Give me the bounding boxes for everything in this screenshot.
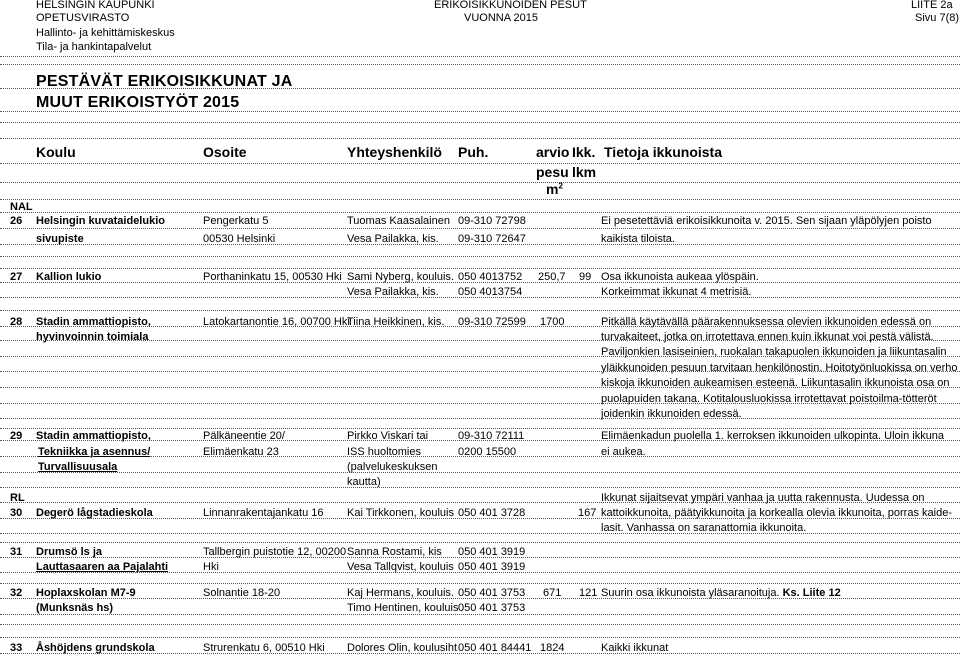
row-32-liite-ref: Ks. Liite 12 xyxy=(782,587,841,599)
rule xyxy=(0,64,960,65)
row-31-koulu2: Lauttasaaren aa Pajalahti xyxy=(36,561,169,573)
row-28-tiedot7: joidenkin ikkunoiden edessä. xyxy=(601,408,742,420)
row-28-puh: 09-310 72599 xyxy=(458,316,526,328)
row-28-koulu: Stadin ammattiopisto, xyxy=(36,316,151,328)
rule xyxy=(0,138,960,139)
row-26-yhteys: Tuomas Kaasalainen xyxy=(347,215,450,227)
row-29-koulu2: Tekniikka ja asennus/ xyxy=(38,446,151,458)
row-26-osoite: Pengerkatu 5 xyxy=(203,215,269,227)
row-30-tiedot3: lasit. Vanhassa on saranattomia ikkunoita. xyxy=(601,522,807,534)
row-32-osoite: Solnantie 18-20 xyxy=(203,587,281,599)
row-33-puh: 050 401 84441 xyxy=(458,642,532,654)
row-30-yhteys: Kai Tirkkonen, kouluis xyxy=(347,507,454,519)
row-28-no: 28 xyxy=(10,316,23,328)
row-30-tiedot1: Ikkunat sijaitsevat ympäri vanhaa ja uutta rakennusta. Uudessa on xyxy=(601,492,925,504)
header-dept: OPETUSVIRASTO xyxy=(36,12,130,24)
section-rl: RL xyxy=(10,492,25,504)
row-28-arvio: 1700 xyxy=(540,316,565,328)
row-26-osoite2: 00530 Helsinki xyxy=(203,233,276,245)
col-lkm: lkm xyxy=(572,164,597,180)
row-29-yhteys: Pirkko Viskari tai xyxy=(347,430,429,442)
row-28-tiedot1: Pitkällä käytävällä päärakennuksessa olevien ikkunoiden edessä on xyxy=(601,316,932,328)
section-nal: NAL xyxy=(10,201,33,213)
row-33-osoite: Strurenkatu 6, 00510 Hki xyxy=(203,642,325,654)
row-28-tiedot5: kiskoja ikkunoiden aukeamisen esteenä. Liikuntasalin ikkunoista osa on xyxy=(601,377,950,389)
row-29-koulu: Stadin ammattiopisto, xyxy=(36,430,151,442)
col-arvio: arvio xyxy=(536,144,570,160)
row-28-tiedot4: yläikkunoiden pesuun tarvitaan henkilönostin. Hoitotyönluokissa on verho xyxy=(601,362,958,374)
row-30-koulu: Degerö lågstadieskola xyxy=(36,507,153,519)
row-31-puh: 050 401 3919 xyxy=(458,546,526,558)
row-27-tiedot: Osa ikkunoista aukeaa ylöspäin. xyxy=(601,271,759,283)
rule xyxy=(0,256,960,257)
row-32-yhteys2: Timo Hentinen, kouluis xyxy=(347,602,459,614)
row-30-no: 30 xyxy=(10,507,23,519)
row-29-osoite: Pälkäneentie 20/ xyxy=(203,430,285,442)
row-26-tiedot: Ei pesetettäviä erikoisikkunoita v. 2015. Sen sijaan yläpölyjen poisto xyxy=(601,215,932,227)
rule xyxy=(0,163,960,164)
rule xyxy=(0,428,960,429)
row-29-puh: 09-310 72111 xyxy=(458,430,525,442)
header-attachment: LIITE 2a xyxy=(911,0,953,11)
row-33-no: 33 xyxy=(10,642,23,654)
row-29-no: 29 xyxy=(10,430,23,442)
rule xyxy=(0,56,960,57)
header-org: HELSINGIN KAUPUNKI xyxy=(36,0,155,11)
row-29-yhteys2: ISS huoltomies xyxy=(347,446,421,458)
col-koulu: Koulu xyxy=(36,144,76,160)
col-yhteys: Yhteyshenkilö xyxy=(347,144,442,160)
col-ikk: Ikk. xyxy=(572,144,596,160)
row-30-lkm: 167 xyxy=(578,507,597,519)
row-29-tiedot2: ei aukea. xyxy=(601,446,646,458)
row-27-tiedot2: Korkeimmat ikkunat 4 metrisiä. xyxy=(601,286,752,298)
row-32-arvio: 671 xyxy=(543,587,562,599)
rule xyxy=(0,583,960,584)
rule xyxy=(0,228,960,229)
row-29-puh2: 0200 15500 xyxy=(458,446,517,458)
row-27-lkm: 99 xyxy=(579,271,592,283)
row-32-puh2: 050 401 3753 xyxy=(458,602,526,614)
row-33-yhteys: Dolores Olin, koulusiht xyxy=(347,642,458,654)
row-26-yhteys2: Vesa Pailakka, kis. xyxy=(347,233,439,245)
row-28-tiedot6: puolapuiden takana. Kotitalousluokissa irrotettavat poistoilma-tötteröt xyxy=(601,393,937,405)
rule xyxy=(0,418,960,419)
row-26-no: 26 xyxy=(10,215,23,227)
header-page: Sivu 7(8) xyxy=(915,12,960,24)
rule xyxy=(0,212,960,213)
page-title-line2: MUUT ERIKOISTYÖT 2015 xyxy=(36,94,240,111)
row-29-yhteys4: kautta) xyxy=(347,476,381,488)
row-31-no: 31 xyxy=(10,546,23,558)
row-32-no: 32 xyxy=(10,587,23,599)
col-tiedot: Tietoja ikkunoista xyxy=(604,144,722,160)
row-26-koulu2: sivupiste xyxy=(36,233,84,245)
rule xyxy=(0,122,960,123)
rule xyxy=(0,533,960,534)
row-27-no: 27 xyxy=(10,271,23,283)
row-33-koulu: Åshöjdens grundskola xyxy=(36,642,155,654)
header-year: VUONNA 2015 xyxy=(464,12,538,24)
rule xyxy=(0,310,960,311)
row-29-yhteys3: (palvelukeskuksen xyxy=(347,461,438,473)
row-27-puh: 050 4013752 xyxy=(458,271,523,283)
row-26-koulu: Helsingin kuvataidelukio xyxy=(36,215,165,227)
col-puh: Puh. xyxy=(458,144,489,160)
row-29-osoite2: Elimäenkatu 23 xyxy=(203,446,279,458)
row-30-puh: 050 401 3728 xyxy=(458,507,526,519)
row-27-yhteys2: Vesa Pailakka, kis. xyxy=(347,286,439,298)
row-32-tiedot: Suurin osa ikkunoista yläsaranoituja. Ks. Liite 12 xyxy=(601,587,841,599)
row-27-yhteys: Sami Nyberg, kouluis. xyxy=(347,271,454,283)
row-30-tiedot2: kattoikkunoita, päätyikkunoita ja korkealla olevia ikkunoita, porras kaide- xyxy=(601,507,952,519)
row-32-lkm: 121 xyxy=(579,587,598,599)
row-32-koulu2: (Munksnäs hs) xyxy=(36,602,114,614)
row-30-osoite: Linnanrakentajankatu 16 xyxy=(203,507,324,519)
rule xyxy=(0,487,960,488)
row-31-osoite2: Hki xyxy=(203,561,219,573)
row-31-yhteys: Sanna Rostami, kis xyxy=(347,546,442,558)
rule xyxy=(0,182,960,183)
row-26-tiedot2: kaikista tiloista. xyxy=(601,233,675,245)
row-27-arvio: 250,7 xyxy=(538,271,566,283)
row-27-koulu: Kallion lukio xyxy=(36,271,102,283)
row-32-koulu: Hoplaxskolan M7-9 xyxy=(36,587,136,599)
row-28-tiedot3: Paviljonkien lasiseinien, ruokalan takapuolen ikkunoiden ja liikuntasalin xyxy=(601,346,947,358)
page-title-line1: PESTÄVÄT ERIKOISIKKUNAT JA xyxy=(36,73,293,90)
rule xyxy=(0,472,960,473)
rule xyxy=(0,637,960,638)
row-27-puh2: 050 4013754 xyxy=(458,286,523,298)
row-33-arvio: 1824 xyxy=(540,642,565,654)
row-28-koulu2: hyvinvoinnin toimiala xyxy=(36,331,149,343)
rule xyxy=(0,268,960,269)
row-31-osoite: Tallbergin puistotie 12, 00200 xyxy=(203,546,347,558)
rule xyxy=(0,624,960,625)
row-28-osoite: Latokartanontie 16, 00700 Hki xyxy=(203,316,350,328)
col-osoite: Osoite xyxy=(203,144,247,160)
row-31-yhteys2: Vesa Tallqvist, kouluis xyxy=(347,561,454,573)
header-doc-title: ERIKOISIKKUNOIDEN PESUT xyxy=(434,0,587,11)
row-32-puh: 050 401 3753 xyxy=(458,587,526,599)
row-31-koulu: Drumsö ls ja xyxy=(36,546,103,558)
row-26-puh2: 09-310 72647 xyxy=(458,233,526,245)
row-29-tiedot: Elimäenkadun puolella 1. kerroksen ikkunoiden ulkopinta. Uloin ikkuna xyxy=(601,430,945,442)
header-unit: Hallinto- ja kehittämiskeskus xyxy=(36,27,175,39)
row-29-koulu3: Turvallisuusala xyxy=(38,461,118,473)
row-28-yhteys: Tiina Heikkinen, kis. xyxy=(347,316,445,328)
header-subunit: Tila- ja hankintapalvelut xyxy=(36,41,152,53)
row-28-tiedot2: turvakaiteet, jotka on irrotettava ennen kuin ikkunat voi pestä välistä. xyxy=(601,331,934,343)
row-33-tiedot: Kaikki ikkunat xyxy=(601,642,669,654)
row-32-yhteys: Kaj Hermans, kouluis. xyxy=(347,587,454,599)
row-26-puh: 09-310 72798 xyxy=(458,215,526,227)
rule xyxy=(0,542,960,543)
col-m2: $m^2$ xyxy=(546,181,563,197)
col-pesu: pesu xyxy=(536,164,569,180)
rule xyxy=(0,199,960,200)
row-31-puh2: 050 401 3919 xyxy=(458,561,526,573)
row-27-osoite: Porthaninkatu 15, 00530 Hki xyxy=(203,271,342,283)
